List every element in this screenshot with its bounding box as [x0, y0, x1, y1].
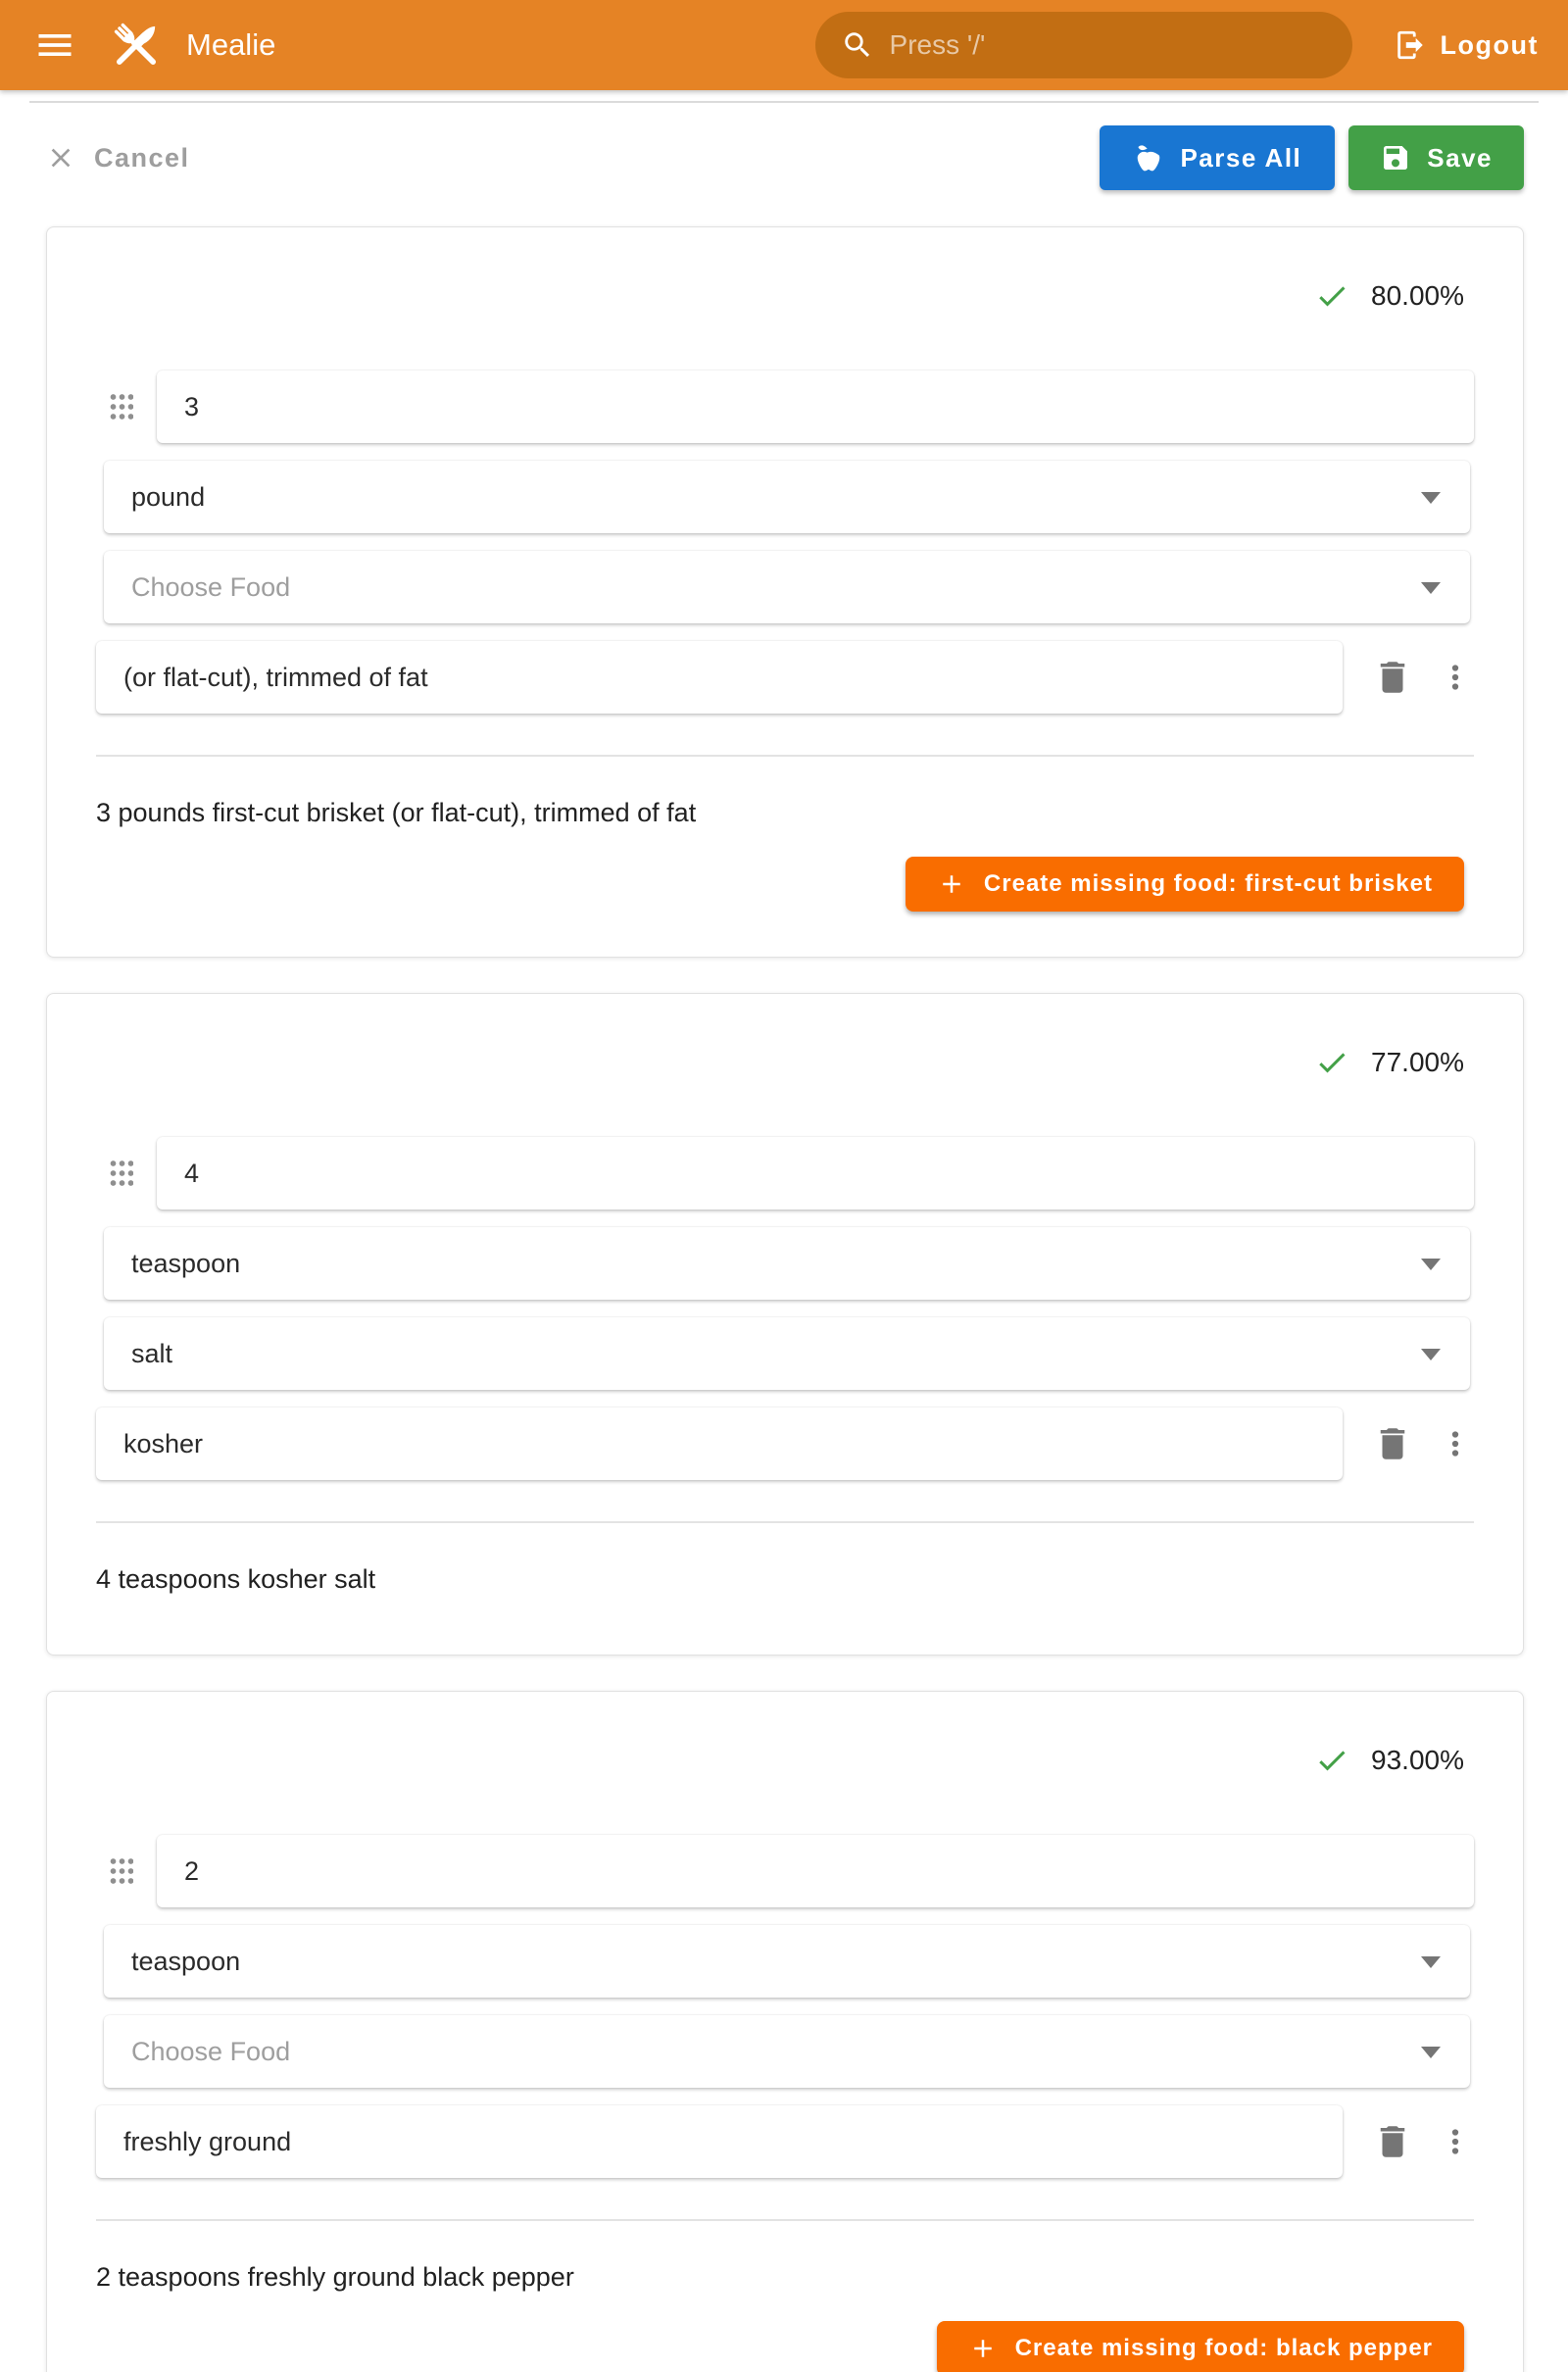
save-icon [1380, 142, 1411, 173]
quantity-row [96, 1835, 1474, 1907]
food-placeholder: Choose Food [131, 2036, 291, 2066]
kebab-icon [1437, 1425, 1474, 1462]
confidence-value: 77.00% [1371, 1047, 1464, 1077]
food-select[interactable] [104, 551, 1470, 623]
food-select[interactable] [104, 1317, 1470, 1390]
food-value: salt [131, 1338, 173, 1368]
card-divider [96, 2219, 1474, 2221]
unit-select[interactable] [104, 461, 1470, 533]
unit-value: teaspoon [131, 1248, 241, 1278]
chevron-down-icon [1421, 2047, 1441, 2058]
create-missing-food-label: Create missing food: black pepper [1014, 2335, 1433, 2361]
unit-select[interactable] [104, 1227, 1470, 1300]
create-missing-food-button[interactable] [906, 857, 1464, 912]
quantity-input[interactable] [157, 1835, 1474, 1907]
create-missing-food-button[interactable] [937, 2321, 1464, 2372]
quantity-input[interactable] [157, 371, 1474, 443]
search-icon [841, 28, 874, 62]
mealie-logo-icon [106, 15, 167, 75]
editor-toolbar [0, 103, 1568, 197]
more-options-button[interactable] [1437, 1425, 1474, 1462]
chevron-down-icon [1421, 582, 1441, 594]
apple-icon [1133, 142, 1164, 173]
chevron-down-icon [1421, 492, 1441, 504]
confidence-row [96, 278, 1464, 314]
save-button[interactable] [1348, 125, 1524, 190]
drag-handle-icon[interactable] [108, 390, 133, 423]
note-input[interactable] [96, 2105, 1343, 2178]
hamburger-menu-icon[interactable] [29, 20, 80, 71]
plus-icon [937, 869, 966, 899]
check-icon [1314, 1045, 1349, 1080]
ingredient-card [46, 1691, 1524, 2372]
ingredient-card [46, 226, 1524, 958]
unit-select[interactable] [104, 1925, 1470, 1998]
note-input[interactable] [96, 1408, 1343, 1480]
app-bar [0, 0, 1568, 90]
quantity-input[interactable] [157, 1137, 1474, 1210]
ingredient-card [46, 993, 1524, 1655]
close-icon [45, 142, 76, 173]
confidence-value: 80.00% [1371, 280, 1464, 311]
trash-icon [1372, 657, 1413, 698]
card-divider [96, 1521, 1474, 1523]
unit-value: pound [131, 481, 206, 512]
quantity-row [96, 1137, 1474, 1210]
logout-label: Logout [1440, 29, 1539, 60]
parse-all-button[interactable] [1100, 125, 1335, 190]
chevron-down-icon [1421, 1259, 1441, 1270]
confidence-row [96, 1743, 1464, 1778]
confidence-value: 93.00% [1371, 1745, 1464, 1775]
search-placeholder: Press '/' [889, 29, 986, 60]
quantity-row [96, 371, 1474, 443]
check-icon [1314, 1743, 1349, 1778]
logout-button[interactable] [1394, 28, 1539, 62]
chevron-down-icon [1421, 1956, 1441, 1968]
note-input[interactable] [96, 641, 1343, 714]
original-ingredient-text: 2 teaspoons freshly ground black pepper [96, 2262, 574, 2292]
kebab-icon [1437, 659, 1474, 696]
confidence-row [96, 1045, 1464, 1080]
chevron-down-icon [1421, 1349, 1441, 1360]
delete-button[interactable] [1372, 1423, 1413, 1464]
drag-handle-icon[interactable] [108, 1854, 133, 1888]
kebab-icon [1437, 2123, 1474, 2160]
original-ingredient-text: 3 pounds first-cut brisket (or flat-cut), trimmed of fat [96, 798, 697, 827]
original-ingredient-text: 4 teaspoons kosher salt [96, 1564, 376, 1594]
search-input[interactable] [815, 12, 1352, 78]
food-placeholder: Choose Food [131, 571, 291, 602]
cancel-label: Cancel [94, 142, 190, 173]
drag-handle-icon[interactable] [108, 1157, 133, 1190]
card-divider [96, 755, 1474, 757]
unit-value: teaspoon [131, 1946, 241, 1976]
check-icon [1314, 278, 1349, 314]
delete-button[interactable] [1372, 2121, 1413, 2162]
app-title: Mealie [186, 27, 276, 62]
logout-icon [1394, 28, 1427, 62]
plus-icon [968, 2334, 998, 2363]
trash-icon [1372, 2121, 1413, 2162]
delete-button[interactable] [1372, 657, 1413, 698]
save-label: Save [1427, 142, 1493, 173]
food-select[interactable] [104, 2015, 1470, 2088]
create-missing-food-label: Create missing food: first-cut brisket [983, 870, 1433, 897]
more-options-button[interactable] [1437, 659, 1474, 696]
cancel-button[interactable] [45, 142, 190, 173]
parse-all-label: Parse All [1180, 142, 1302, 173]
trash-icon [1372, 1423, 1413, 1464]
more-options-button[interactable] [1437, 2123, 1474, 2160]
